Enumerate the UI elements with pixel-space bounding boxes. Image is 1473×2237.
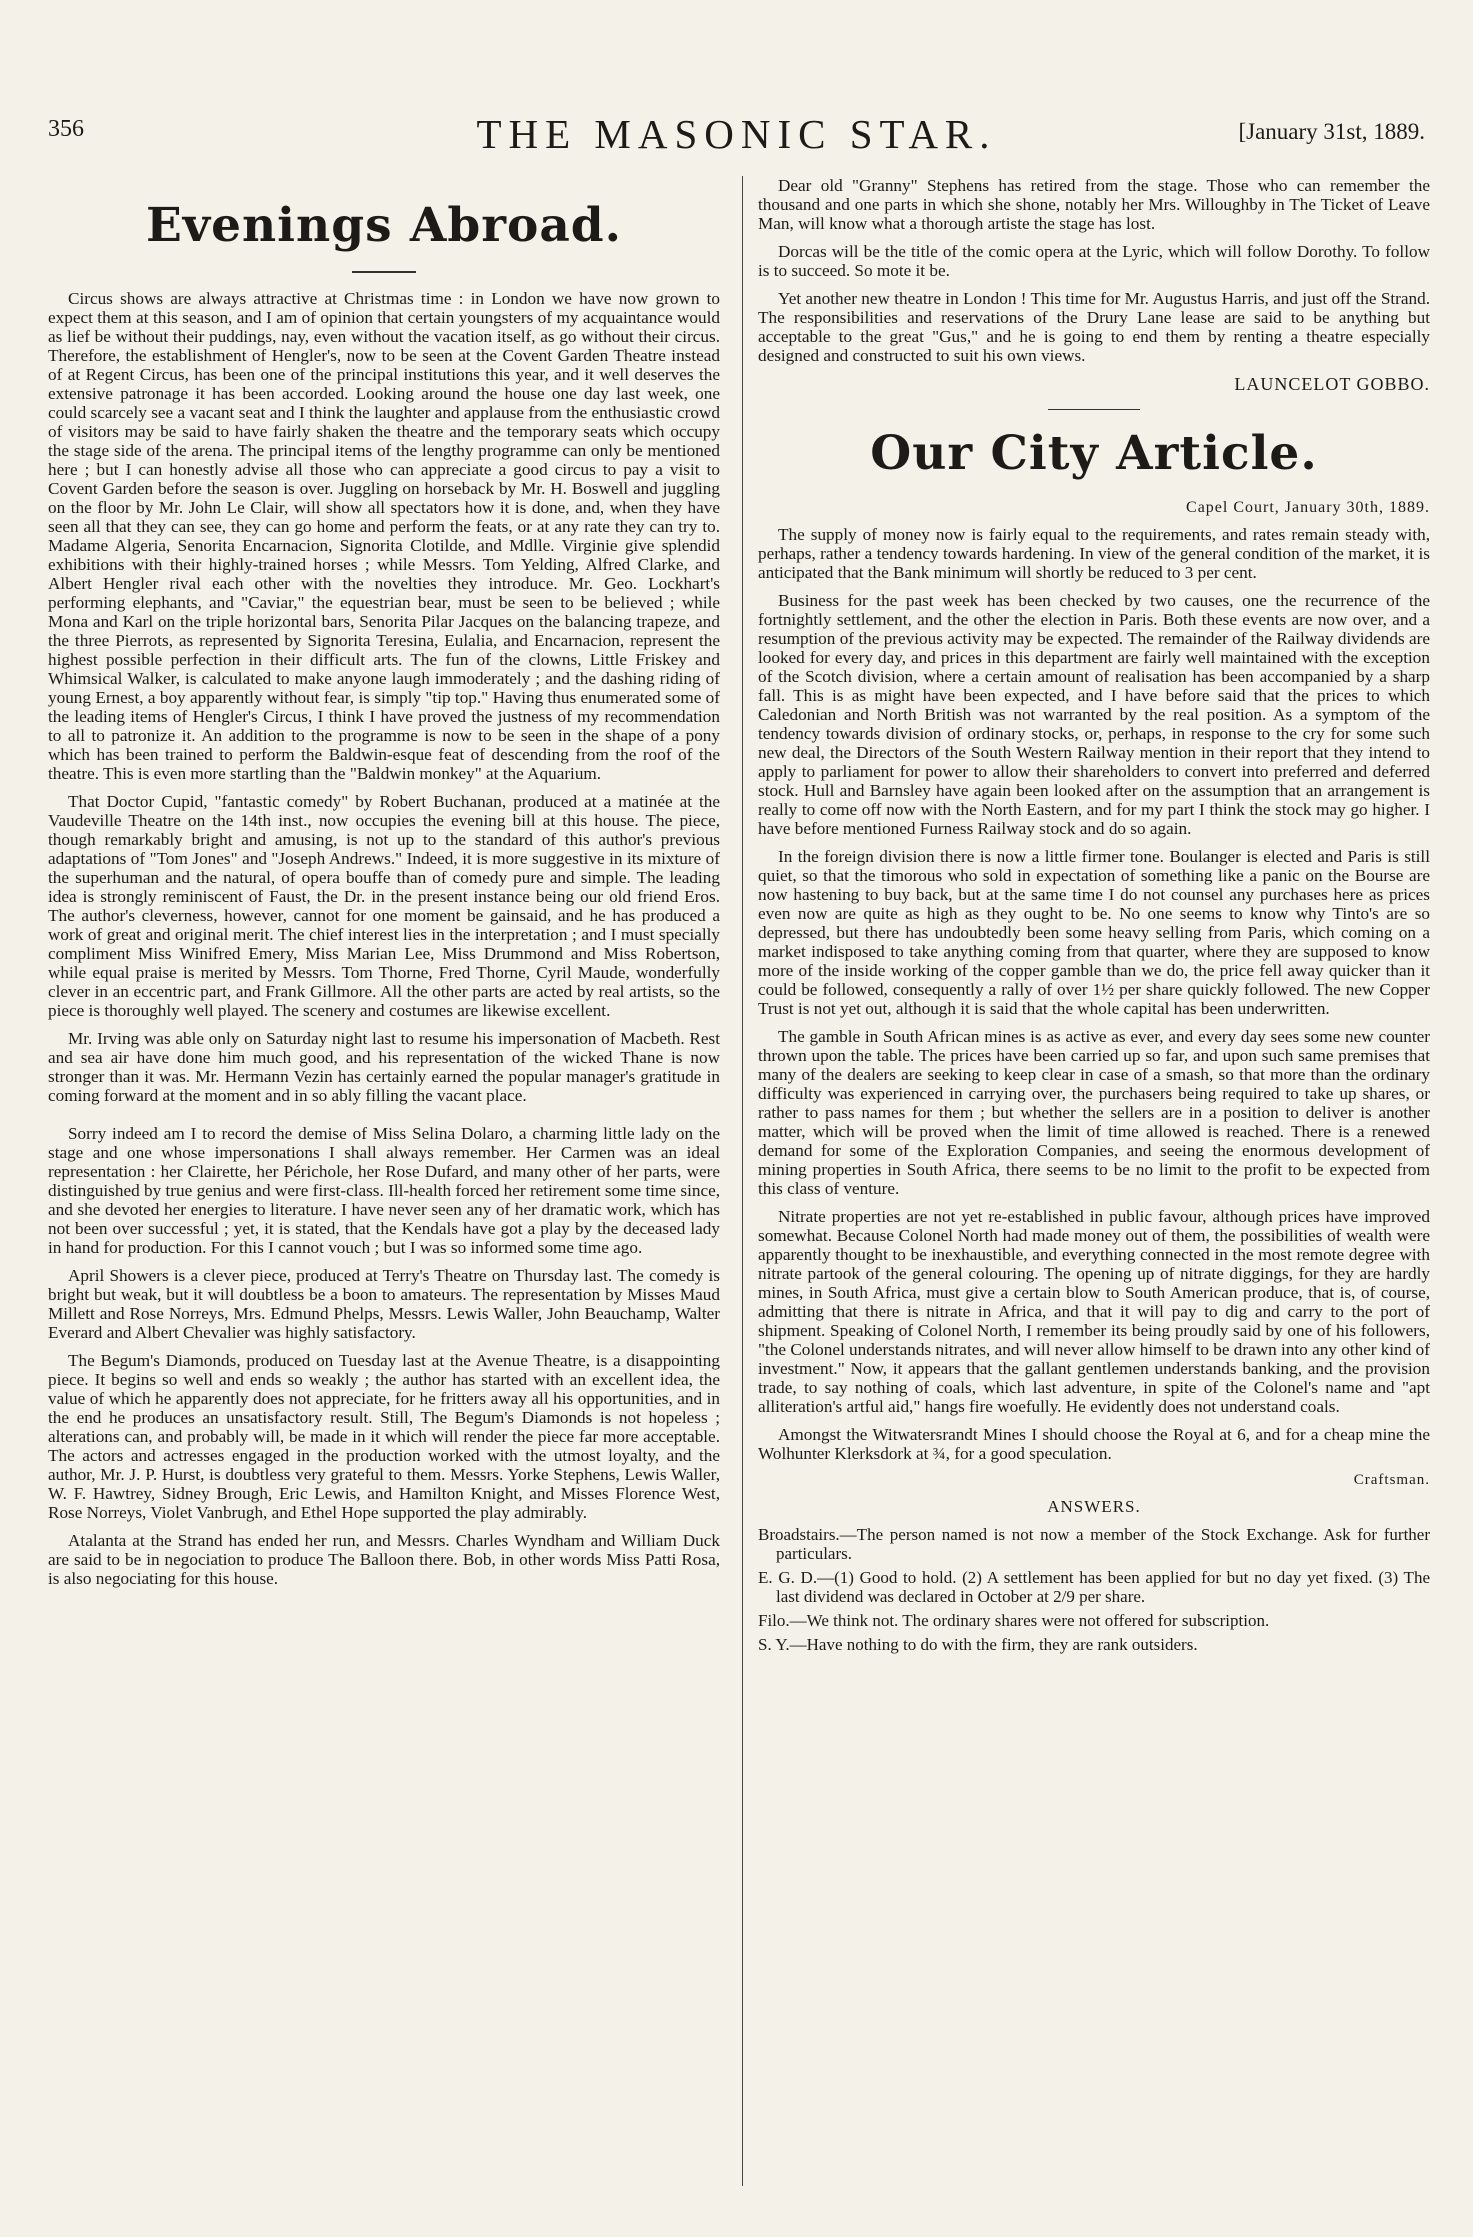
left-column	[48, 176, 720, 1597]
answer-item: S. Y.—Have nothing to do with the firm, they are rank outsiders.	[758, 1635, 1198, 1654]
section-heading-evenings-abroad: Evenings Abroad.	[145, 198, 623, 253]
article-paragraph: Nitrate properties are not yet re-established in public favour, although prices have improved somewhat. Because Colonel North had made money out of them, the possibilities of wealth were apparently thought to be inexhaustible, and everything connected in the most remote degree with nitrate partook of the general colouring. The opening up of nitrate diggings, for they are hardly mines, in South Africa, must give a certain blow to South American produce, that is, of course, admitting that there is nitrate in Africa, and that it will pay to dig and carry to the port of shipment. Speaking of Colonel North, I remember its being proudly said by one of his followers, "the Colonel understands nitrates, and will never allow himself to be drawn into any other kind of investment." Now, it appears that the gallant gentlemen understands banking, and the provision trade, to say nothing of coals, which last adventure, in spite of the Colonel's name and "apt alliteration's artful aid," hangs fire woefully. He evidently does not understand coals.	[758, 1207, 1430, 1416]
article-paragraph: That Doctor Cupid, "fantastic comedy" by Robert Buchanan, produced at a matinée at the Vaudeville Theatre on the 14th inst., now occupies the evening bill at this house. The piece, though remarkably bright and amusing, is not up to the standard of this author's previous adaptations of "Tom Jones" and "Joseph Andrews." Indeed, it is more suggestive in its mixture of the superhuman and the natural, of opera bouffe than of comedy pure and simple. The leading idea is strongly reminiscent of Faust, the Dr. in the present instance being our old friend Eros. The author's cleverness, however, cannot for one moment be gainsaid, and he has produced a work of great and original merit. The chief interest lies in the interpretation ; and I must specially compliment Miss Winifred Emery, Miss Marian Lee, Miss Drummond and Miss Robertson, while equal praise is merited by Messrs. Tom Thorne, Fred Thorne, Cyril Maude, wonderfully clever in an eccentric part, and Frank Gillmore. All the other parts are acted by real artists, so the piece is thoroughly well played. The scenery and costumes are likewise excellent.	[48, 792, 720, 1020]
article-paragraph: Amongst the Witwatersrandt Mines I should choose the Royal at 6, and for a cheap mine the Wolhunter Klerksdork at ¾, for a good speculation.	[758, 1425, 1430, 1463]
answer-item: Filo.—We think not. The ordinary shares were not offered for subscription.	[758, 1611, 1270, 1630]
article-paragraph: April Showers is a clever piece, produced at Terry's Theatre on Thursday last. The comedy is bright but weak, but it will doubtless be a boon to amateurs. The representation by Misses Maud Millett and Rose Norreys, Mrs. Edmund Phelps, Messrs. Lewis Waller, John Beauchamp, Walter Everard and Albert Chevalier was highly satisfactory.	[48, 1266, 720, 1342]
article-paragraph: The Begum's Diamonds, produced on Tuesday last at the Avenue Theatre, is a disappointing piece. It begins so well and ends so weakly ; the author has started with an excellent idea, the value of which he apparently does not appreciate, for he fritters away all his opportunities, and in the end he produces an unsatisfactory result. Still, The Begum's Diamonds is not hopeless ; alterations can, and probably will, be made in it which will render the piece far more acceptable. The actors and actresses engaged in the production worked with the utmost loyalty, and the author, Mr. J. P. Hurst, is doubtless very grateful to them. Messrs. Yorke Stephens, Lewis Waller, W. F. Hawtrey, Sidney Brough, Eric Lewis, and Hamilton Knight, and Misses Florence West, Rose Norreys, Violet Vanbrugh, and Ethel Hope supported the play admirably.	[48, 1351, 720, 1522]
issue-date: [January 31st, 1889.	[1238, 119, 1425, 144]
article-paragraph: Mr. Irving was able only on Saturday night last to resume his impersonation of Macbeth. Rest and sea air have done him much good, and his representation of the wicked Thane is now stronger than it was. Mr. Hermann Vezin has certainly earned the popular manager's gratitude in coming forward at the moment and in so ably filling the vacant place.	[48, 1029, 720, 1105]
article-paragraph: The supply of money now is fairly equal to the requirements, and rates remain steady with, perhaps, rather a tendency towards hardening. In view of the general condition of the market, it is anticipated that the Bank minimum will shortly be reduced to 3 per cent.	[758, 525, 1430, 582]
answer-item: E. G. D.—(1) Good to hold. (2) A settlement has been applied for but no day yet fixed. (3) The last dividend was declared in October at 2/9 per share.	[758, 1568, 1430, 1606]
author-signature: LAUNCELOT GOBBO.	[1234, 374, 1430, 394]
answer-item: Broadstairs.—The person named is not now a member of the Stock Exchange. Ask for further particulars.	[758, 1525, 1430, 1563]
masthead	[48, 110, 1425, 157]
author-signoff: Craftsman.	[1353, 1472, 1430, 1488]
dateline: Capel Court, January 30th, 1889.	[1186, 499, 1430, 516]
article-paragraph: Sorry indeed am I to record the demise of Miss Selina Dolaro, a charming little lady on the stage and one whose impersonations I shall always remember. Her Carmen was an ideal representation : her Clairette, her Périchole, her Rose Dufard, and many other of her parts, were distinguished by true genius and were first-class. Ill-health forced her retirement some time since, and she devoted her energies to literature. I have never seen any of her dramatic work, which has not been over successful ; yet, it is stated, that the Kendals have got a play by the deceased lady in hand for production. For this I cannot vouch ; but I was so informed some time ago.	[48, 1124, 720, 1257]
article-paragraph: Atalanta at the Strand has ended her run, and Messrs. Charles Wyndham and William Duck are said to be in negociation to produce The Balloon there. Bob, in other words Miss Patti Rosa, is also negociating for this house.	[48, 1531, 720, 1588]
article-paragraph: The gamble in South African mines is as active as ever, and every day sees some new counter thrown upon the table. The prices have been carried up so far, and upon such same premises that many of the dealers are seeking to keep clear in case of a smash, so that more than the ordinary difficulty was experienced in carrying over, the purchasers being required to take up shares, or rather to pass names for them ; but whether the sellers are in a position to deliver is another matter, which will be proved when the limit of time allowed is reached. There is a renewed demand for some of the Exploration Companies, and seeing the enormous development of mining properties in South Africa, there seems to be no limit to the profit to be expected from this class of venture.	[758, 1027, 1430, 1198]
paper-title: THE MASONIC STAR.	[476, 111, 997, 157]
paragraph-gap	[48, 1114, 720, 1124]
article-paragraph: In the foreign division there is now a little firmer tone. Boulanger is elected and Paris is still quiet, so that the timorous who sold in expectation of something like a panic on the Bourse are now hastening to buy back, but at the same time I do not counsel any purchases here as prices even now are quite as high as they ought to be. No one seems to know why Tinto's are so depressed, but there has undoubtedly been some heavy selling from Paris, which coming on a market indisposed to take anything coming from that quarter, where they are supposed to know more of the inside working of the copper gamble than we do, the price fell away quicker than it could be followed, consequently a rally of over 1½ per share quickly followed. The new Copper Trust is not yet out, although it is said that the whole capital has been underwritten.	[758, 847, 1430, 1018]
article-paragraph: Dear old "Granny" Stephens has retired from the stage. Those who can remember the thousand and one parts in which she shone, notably her Mrs. Willoughby in The Ticket of Leave Man, will know what a thorough artiste the stage has lost.	[758, 176, 1430, 233]
article-paragraph: Dorcas will be the title of the comic opera at the Lyric, which will follow Dorothy. To follow is to succeed. So mote it be.	[758, 242, 1430, 280]
heading-rule	[352, 271, 416, 273]
section-rule	[1048, 409, 1140, 410]
article-paragraph: Yet another new theatre in London ! This time for Mr. Augustus Harris, and just off the Strand. The responsibilities and reservations of the Drury Lane lease are said to be anything but acceptable to the great "Gus," and he is going to end them by renting a theatre especially designed and constructed to suit his own views.	[758, 289, 1430, 365]
article-paragraph: Business for the past week has been checked by two causes, one the recurrence of the fortnightly settlement, and the other the election in Paris. Both these events are now over, and a resumption of the previous activity may be expected. The remainder of the Railway dividends are looked for every day, and prices in this department are fairly well maintained with the exception of the Scotch division, where a certain amount of realisation has been accompanied by a sharp fall. This is as might have been expected, and I have before said that the prices to which Caledonian and North British was not warranted by the real position. As a symptom of the tendency towards division of ordinary stocks, or, perhaps, in response to the cry for some such new deal, the Directors of the South Western Railway mention in their report that they intend to apply to parliament for power to allow their shareholders to convert into preferred and deferred stock. Hull and Barnsley have again been looked after on the assumption that an arrangement is really to come off now with the North Eastern, and for my part I think the stock may go higher. I have before mentioned Furness Railway stock and do so again.	[758, 591, 1430, 838]
page-number: 356	[48, 116, 84, 142]
answers-heading: ANSWERS.	[1047, 1497, 1141, 1516]
article-paragraph: Circus shows are always attractive at Christmas time : in London we have now grown to expect them at this season, and I am of opinion that certain youngsters of my acquaintance would as lief be without their puddings, nay, even without the vacation itself, as go without their circus. Therefore, the establishment of Hengler's, now to be seen at the Covent Garden Theatre instead of at Regent Circus, has been one of the principal institutions this year, and it well deserves the extensive patronage it has been accorded. Looking around the house one day last week, one could scarcely see a vacant seat and I think the laughter and applause from the enthusiastic crowd of visitors may be said to have fairly shaken the theatre and the temporary seats which occupy the stage side of the arena. The principal items of the lengthy programme can only be mentioned here ; but I can honestly advise all those who can appreciate a good circus to pay a visit to Covent Garden before the season is over. Juggling on horseback by Mr. H. Boswell and juggling on the floor by Mr. John Le Clair, will show all spectators how it is done, and, when they have seen all that they can see, they can go home and perform the feats, or at any rate they can try to. Madame Algeria, Senorita Encarnacion, Signorita Clotilde, and Mdlle. Virginie give splendid exhibitions with their highly-trained horses ; while Messrs. Tom Yelding, Alfred Clarke, and Albert Hengler rival each other with the novelties they introduce. Mr. Geo. Lockhart's performing elephants, and "Caviar," the equestrian bear, must be seen to be believed ; while Mona and Karl on the triple horizontal bars, Senorita Pilar Jacques on the balancing trapeze, and the three Pierrots, as represented by Signorita Teresina, Eulalia, and Encarnacion, represent the highest possible perfection in their difficult arts. The fun of the clowns, Little Friskey and Whimsical Walker, is calculated to make anyone laugh immoderately ; and the dashing riding of young Ernest, a boy apparently without fear, is simply "tip top." Having thus enumerated some of the leading items of Hengler's Circus, I think I have proved the justness of my recommendation to all to patronize it. An addition to the programme is now to be seen in the shape of a pony which has been trained to perform the Baldwin-esque feat of descending from the roof of the theatre. This is even more startling than the "Baldwin monkey" at the Aquarium.	[48, 289, 720, 783]
section-heading-city-article: Our City Article.	[870, 426, 1318, 481]
column-divider	[742, 176, 743, 2186]
right-column	[758, 176, 1430, 1659]
